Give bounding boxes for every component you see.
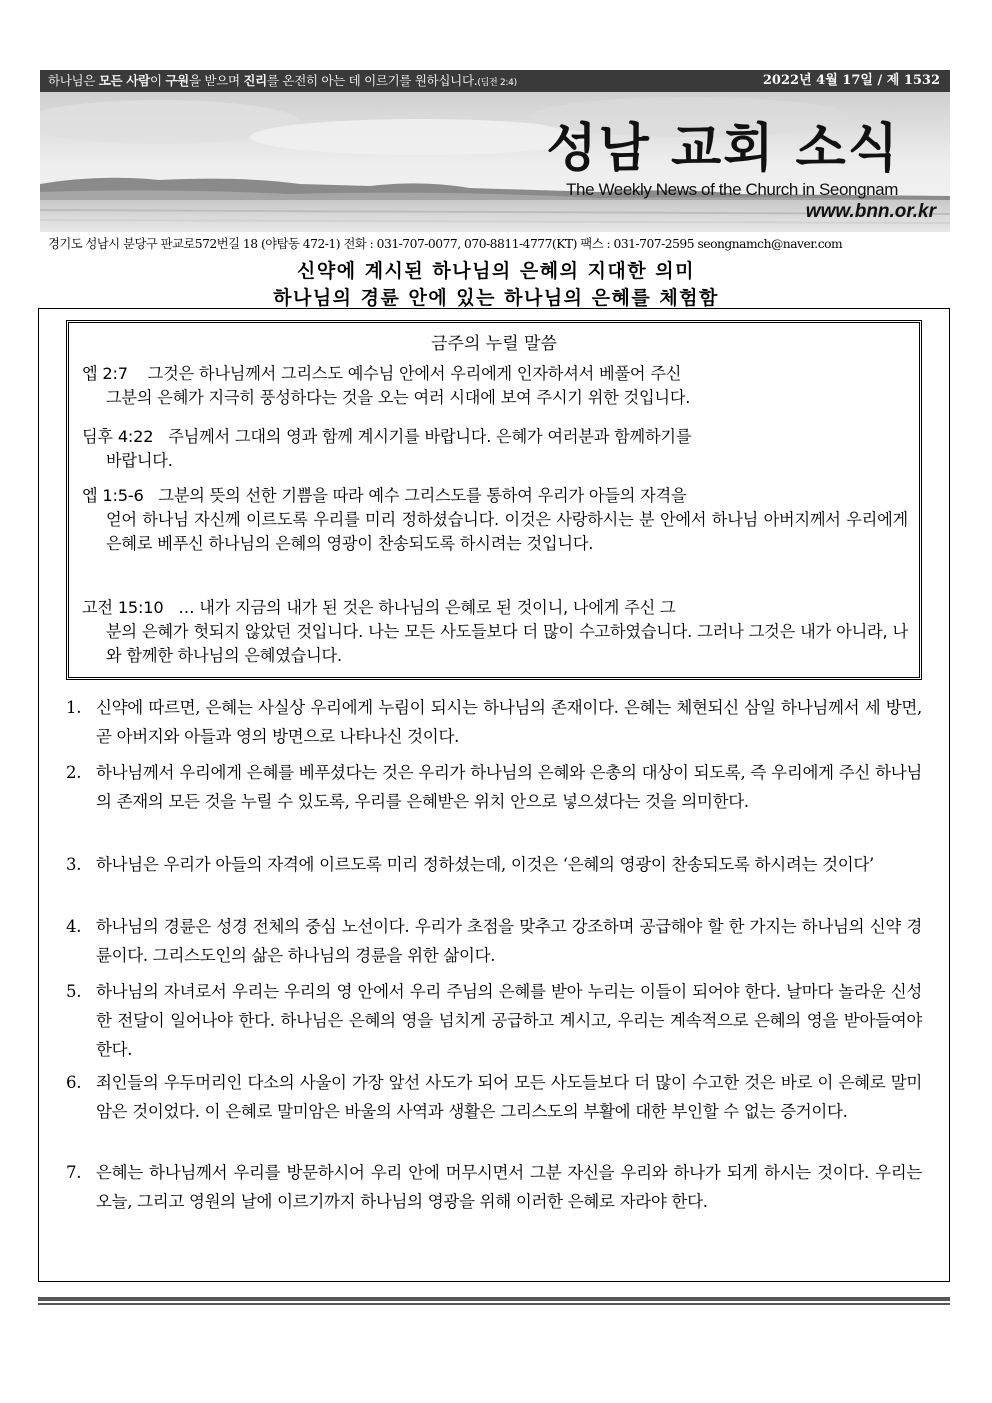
list-item — [66, 912, 922, 970]
verse-ref: 고전 15:10 — [82, 598, 164, 617]
verse-ref: 딤후 4:22 — [82, 427, 154, 446]
verse-text: 주님께서 그대의 영과 함께 계시기를 바랍니다. 은혜가 여러분과 함께하기를 — [168, 427, 692, 446]
banner-verse — [48, 70, 517, 92]
newsletter-subtitle: The Weekly News of the Church in Seongnam — [566, 180, 898, 199]
contact-address: 경기도 성남시 분당구 판교로572번길 18 (야탑동 472-1) 전화 : 031-707-0077, 070-8811-4777(KT) 팩스 : 031-707-2595 seongnamch@naver.com — [48, 237, 843, 251]
verse-emphasis: 구원 — [165, 73, 189, 88]
verse-item — [82, 596, 908, 668]
headline-main: 신약에 계시된 하나님의 은혜의 지대한 의미 — [297, 260, 695, 282]
item-text: 하나님께서 우리에게 은혜를 베푸셨다는 것은 우리가 하나님의 은혜와 은총의 대상이 되도록, 즉 우리에게 주신 하나님의 존재의 모든 것을 누릴 수 있도록, 우리를 은혜받은 위치 안으로 넣으셨다는 것을 의미한다. — [96, 763, 922, 811]
verse-text: 그분의 뜻의 선한 기쁨을 따라 예수 그리스도를 통하여 우리가 아들의 자격을 — [158, 486, 687, 505]
list-item — [66, 758, 922, 816]
verse-item — [82, 484, 908, 556]
item-text: 하나님의 자녀로서 우리는 우리의 영 안에서 우리 주님의 은혜를 받아 누리는 이들이 되어야 한다. 날마다 놀라운 신성한 전달이 일어나야 한다. 하나님은 은혜의 영을 넘치게 공급하고 계시고, 우리는 계속적으로 은혜의 영을 받아들여야 한다. — [96, 982, 922, 1059]
footer-divider — [38, 1303, 950, 1305]
list-item — [66, 850, 922, 879]
item-text: 신약에 따르면, 은혜는 사실상 우리에게 누림이 되시는 하나님의 존재이다. 은혜는 체현되신 삼일 하나님께서 세 방면, 곧 아버지와 아들과 영의 방면으로 나타나신 것이다. — [96, 698, 922, 746]
verse-text: 을 받으며 — [188, 73, 244, 88]
verse-reference: (딤전 2:4) — [477, 78, 517, 88]
item-number: 6. — [66, 1073, 82, 1092]
verse-emphasis: 진리 — [243, 73, 267, 88]
weekly-word-title: 금주의 누릴 말씀 — [431, 334, 557, 354]
item-number: 1. — [66, 698, 82, 717]
item-number: 5. — [66, 982, 82, 1001]
verse-text: 하나님은 — [48, 73, 99, 88]
verse-ref: 엡 1:5-6 — [82, 486, 144, 505]
item-number: 3. — [66, 855, 82, 874]
item-text: 은혜는 하나님께서 우리를 방문하시어 우리 안에 머무시면서 그분 자신을 우리와 하나가 되게 하시는 것이다. 우리는 오늘, 그리고 영원의 날에 이르기까지 하나님의 영광을 위해 이러한 은혜로 자라야 한다. — [96, 1163, 922, 1211]
verse-ref: 엡 2:7 — [82, 364, 128, 383]
item-text: 하나님의 경륜은 성경 전체의 중심 노선이다. 우리가 초점을 맞추고 강조하며 공급해야 할 한 가지는 하나님의 신약 경륜이다. 그리스도인의 삶은 하나님의 경륜을 위한 삶이다. — [96, 917, 922, 965]
list-item — [66, 1068, 922, 1126]
newsletter-title: 성남 교회 소식 — [546, 118, 900, 179]
item-number: 7. — [66, 1163, 82, 1182]
verse-text: 를 온전히 아는 데 이르기를 원하십니다. — [266, 73, 478, 88]
verse-emphasis: 모든 사람 — [98, 73, 150, 88]
list-item — [66, 1158, 922, 1216]
verse-item — [82, 425, 908, 473]
verse-text-cont: 얻어 하나님 자신께 이르도록 우리를 미리 정하셨습니다. 이것은 사랑하시는 분 안에서 하나님 아버지께서 우리에게 은혜로 베푸신 하나님의 은혜의 영광이 찬송되도록 하시려는 것입니다. — [106, 510, 908, 553]
item-number: 2. — [66, 763, 82, 782]
verse-text-cont: 바랍니다. — [106, 451, 173, 470]
verse-item — [82, 362, 908, 410]
top-banner — [40, 70, 950, 92]
verse-text: 그것은 하나님께서 그리스도 예수님 안에서 우리에게 인자하셔서 베풀어 주신 — [147, 364, 682, 383]
issue-date: 2022년 4월 17일 / 제 1532 — [762, 73, 940, 88]
item-text: 하나님은 우리가 아들의 자격에 이르도록 미리 정하셨는데, 이것은 ‘은혜의 영광이 찬송되도록 하시려는 것이다’ — [96, 855, 874, 874]
verse-text-cont: 분의 은혜가 헛되지 않았던 것입니다. 나는 모든 사도들보다 더 많이 수고하였습니다. 그러나 그것은 내가 아니라, 나와 함께한 하나님의 은혜였습니다. — [106, 622, 908, 665]
footer-divider — [38, 1297, 950, 1301]
verse-text: … 내가 지금의 내가 된 것은 하나님의 은혜로 된 것이니, 나에게 주신 그 — [178, 598, 676, 617]
headline-sub: 하나님의 경륜 안에 있는 하나님의 은혜를 체험함 — [273, 287, 719, 309]
verse-text: 이 — [149, 73, 166, 88]
list-item — [66, 977, 922, 1064]
masthead — [40, 92, 950, 232]
website-link[interactable]: www.bnn.or.kr — [805, 201, 936, 222]
item-number: 4. — [66, 917, 82, 936]
verse-text-cont: 그분의 은혜가 지극히 풍성하다는 것을 오는 여러 시대에 보여 주시기 위한 것입니다. — [106, 388, 691, 407]
list-item — [66, 693, 922, 751]
item-text: 죄인들의 우두머리인 다소의 사울이 가장 앞선 사도가 되어 모든 사도들보다 더 많이 수고한 것은 바로 이 은혜로 말미암은 것이었다. 이 은혜로 말미암은 바울의 사역과 생활은 그리스도의 부활에 대한 부인할 수 없는 증거이다. — [96, 1073, 922, 1121]
